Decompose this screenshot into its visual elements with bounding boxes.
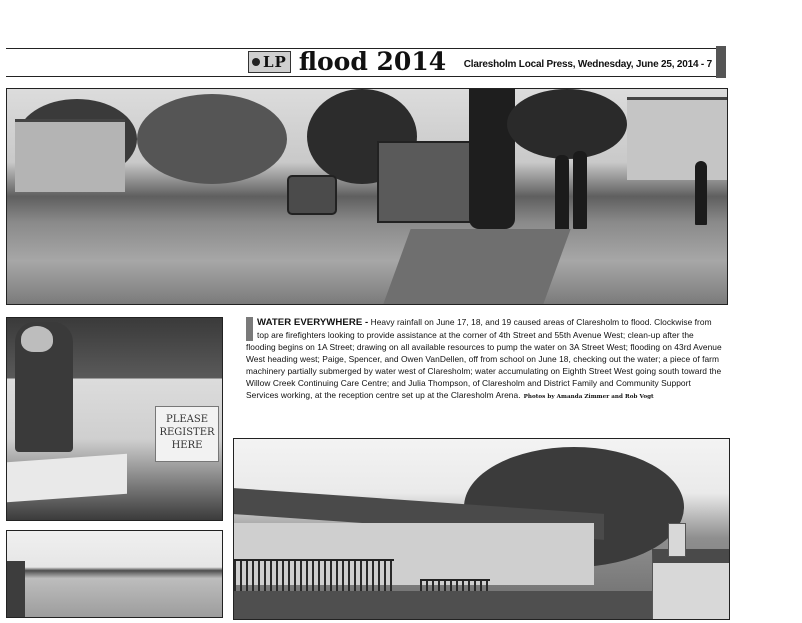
header-rule-bottom <box>6 76 726 77</box>
photo-volunteer-head <box>21 326 53 352</box>
photo-firefighter <box>573 151 587 229</box>
photo-post <box>7 561 25 617</box>
masthead <box>248 48 446 76</box>
photo-tree <box>507 89 627 159</box>
sign-line: HERE <box>171 440 203 451</box>
photo-resident <box>695 161 707 225</box>
photo-tree-trunk <box>469 89 515 229</box>
photo-reception-desk <box>6 317 223 521</box>
photo-railing <box>234 559 394 593</box>
page-folio: Claresholm Local Press, Wednesday, June 25, 2014 - 7 <box>463 59 712 70</box>
photo-grass <box>383 229 570 304</box>
caption-marker <box>246 317 253 341</box>
photo-care-centre <box>233 438 730 620</box>
section-title: flood 2014 <box>298 47 447 76</box>
header-corner-bar <box>716 46 726 78</box>
photo-firefighters-flooded-street <box>6 88 728 305</box>
photo-car <box>287 175 337 215</box>
logo-mark-icon <box>252 58 260 66</box>
photo-church <box>652 549 730 620</box>
photo-papers <box>7 454 127 502</box>
caption-body: Heavy rainfall on June 17, 18, and 19 caused areas of Claresholm to flood. Clockwise from top are firefighters looking to provide assistance at the corner of 4th Street and 55th Avenue West; clean-up after the flooding begins on 1A Street; drawing on all available resources to pump the water on 3A Street West; flooding on 43rd Avenue West heading west; Paige, Spencer, and Owen VanDellen, off from school on June 18, checking out the water; a piece of farm machinery partially submerged by water west of Claresholm; water accumulating on Eighth Street West going south toward the Willow Creek Continuing Care Centre; and Julia Thompson, of Claresholm and District Family and Community Support Services working, at the reception centre set up at the Claresholm Arena. <box>246 317 722 400</box>
photo-flooded-field <box>6 530 223 618</box>
logo-text: LP <box>263 53 287 71</box>
sign-line: REGISTER <box>159 427 215 438</box>
photo-fire-truck <box>377 141 473 223</box>
paper-logo <box>248 51 291 73</box>
photo-steeple <box>668 523 686 557</box>
caption-lead: WATER EVERYWHERE - <box>257 317 369 328</box>
photo-tree <box>137 94 287 184</box>
photo-firefighter <box>555 155 569 231</box>
photo-house-right <box>627 97 727 180</box>
sign-line: PLEASE <box>165 414 209 425</box>
photo-caption <box>246 316 724 403</box>
register-sign <box>155 406 219 462</box>
photo-credit: Photos by Amanda Zimmer and Rob Vogt <box>523 394 654 400</box>
photo-house-left <box>15 119 125 192</box>
